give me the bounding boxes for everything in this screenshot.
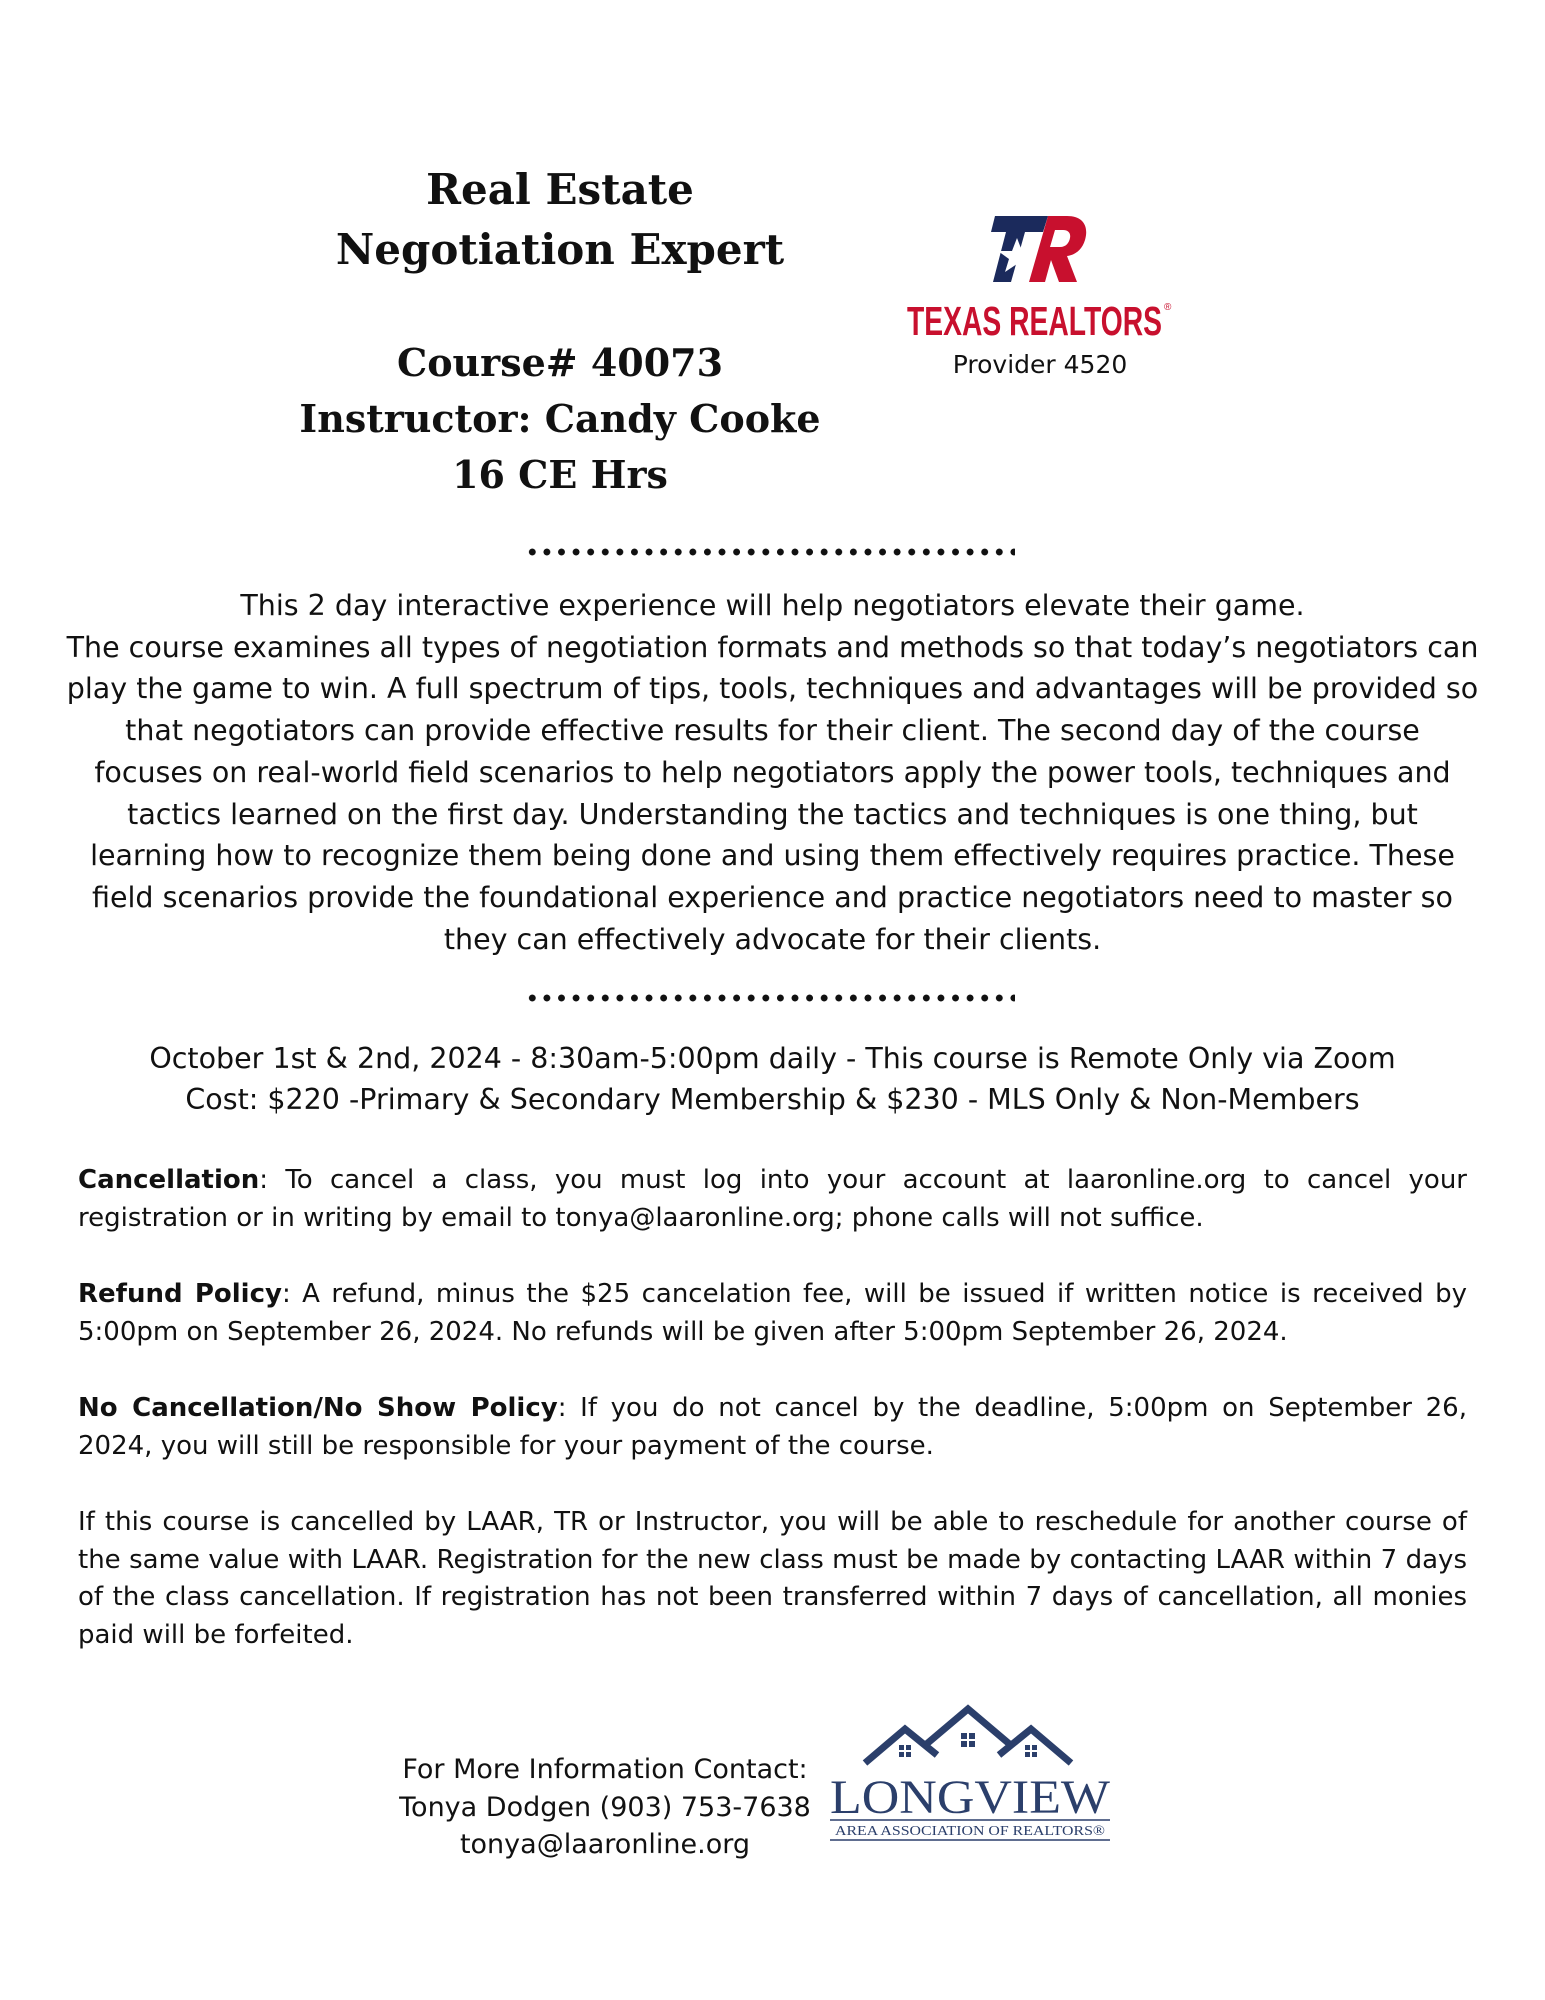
schedule-block bbox=[80, 1038, 1465, 1120]
course-number: Course# 40073 bbox=[396, 340, 724, 385]
dotted-divider-top bbox=[525, 546, 1015, 558]
description-line: learning how to recognize them being done and using them effectively requires practice. These bbox=[90, 839, 1455, 873]
title-line-2: Negotiation Expert bbox=[335, 225, 785, 274]
no-show-label: No Cancellation/No Show Policy bbox=[78, 1393, 558, 1423]
contact-heading: For More Information Contact: bbox=[402, 1754, 808, 1785]
cancellation-policy bbox=[78, 1162, 1467, 1237]
course-description bbox=[50, 585, 1495, 960]
cancellation-label: Cancellation bbox=[78, 1165, 260, 1195]
ce-hours: 16 CE Hrs bbox=[452, 452, 668, 497]
description-line: focuses on real-world field scenarios to help negotiators apply the power tools, techniques and bbox=[94, 755, 1451, 789]
no-show-text: : If you do not cancel by the deadline, 5:00pm on September 26, 2024, you will still be responsible for your payment of the course. bbox=[78, 1393, 1467, 1461]
instructor: Instructor: Candy Cooke bbox=[299, 396, 821, 441]
title-line-1: Real Estate bbox=[426, 165, 694, 214]
description-line: field scenarios provide the foundational experience and practice negotiators need to master so bbox=[92, 880, 1453, 914]
schedule-dates: October 1st & 2nd, 2024 - 8:30am-5:00pm daily - This course is Remote Only via Zoom bbox=[149, 1042, 1396, 1075]
description-line: that negotiators can provide effective results for their client. The second day of the course bbox=[125, 714, 1420, 748]
description-line: This 2 day interactive experience will help negotiators elevate their game. bbox=[240, 589, 1305, 622]
contact-email: tonya@laaronline.org bbox=[459, 1829, 751, 1860]
longview-association-logo bbox=[825, 1695, 1115, 1860]
longview-wordmark: LONGVIEW bbox=[830, 1771, 1111, 1824]
description-line: The course examines all types of negotiation formats and methods so that today’s negotiators can bbox=[66, 630, 1479, 664]
provider-number: Provider 4520 bbox=[952, 350, 1128, 379]
texas-realtors-wordmark: TEXAS REALTORS bbox=[907, 298, 1162, 344]
schedule-cost: Cost: $220 -Primary & Secondary Membership & $230 - MLS Only & Non-Members bbox=[185, 1083, 1360, 1116]
refund-policy bbox=[78, 1276, 1467, 1351]
course-details bbox=[250, 335, 870, 503]
cancellation-text: : To cancel a class, you must log into your account at laaronline.org to cancel your registration or in writing by email to tonya@laaronline.org; phone calls will not suffice. bbox=[78, 1165, 1467, 1233]
no-show-policy bbox=[78, 1390, 1467, 1465]
description-line: they can effectively advocate for their clients. bbox=[443, 922, 1102, 956]
contact-block bbox=[395, 1751, 815, 1864]
description-line: play the game to win. A full spectrum of tips, tools, techniques and advantages will be provided so bbox=[66, 672, 1479, 706]
description-line: tactics learned on the first day. Understanding the tactics and techniques is one thing, but bbox=[127, 797, 1418, 831]
refund-text: : A refund, minus the $25 cancelation fee, will be issued if written notice is received by 5:00pm on September 26, 2024. No refunds will be given after 5:00pm September 26, 2024. bbox=[78, 1279, 1467, 1347]
dotted-divider-bottom bbox=[525, 992, 1015, 1004]
contact-name-phone: Tonya Dodgen (903) 753-7638 bbox=[399, 1791, 811, 1823]
course-title bbox=[250, 160, 870, 280]
longview-subtitle: AREA ASSOCIATION OF REALTORS® bbox=[835, 1823, 1105, 1838]
refund-label: Refund Policy bbox=[78, 1279, 282, 1309]
registered-mark: ® bbox=[1164, 302, 1172, 313]
course-cancellation-policy: If this course is cancelled by LAAR, TR or Instructor, you will be able to reschedule for another course of the same value with LAAR. Registration for the new class must be made by contacting LAAR within 7 days of the class cancellation. If registration has not been transferred within 7 days of cancellation, all monies paid will be forfeited. bbox=[78, 1507, 1467, 1650]
